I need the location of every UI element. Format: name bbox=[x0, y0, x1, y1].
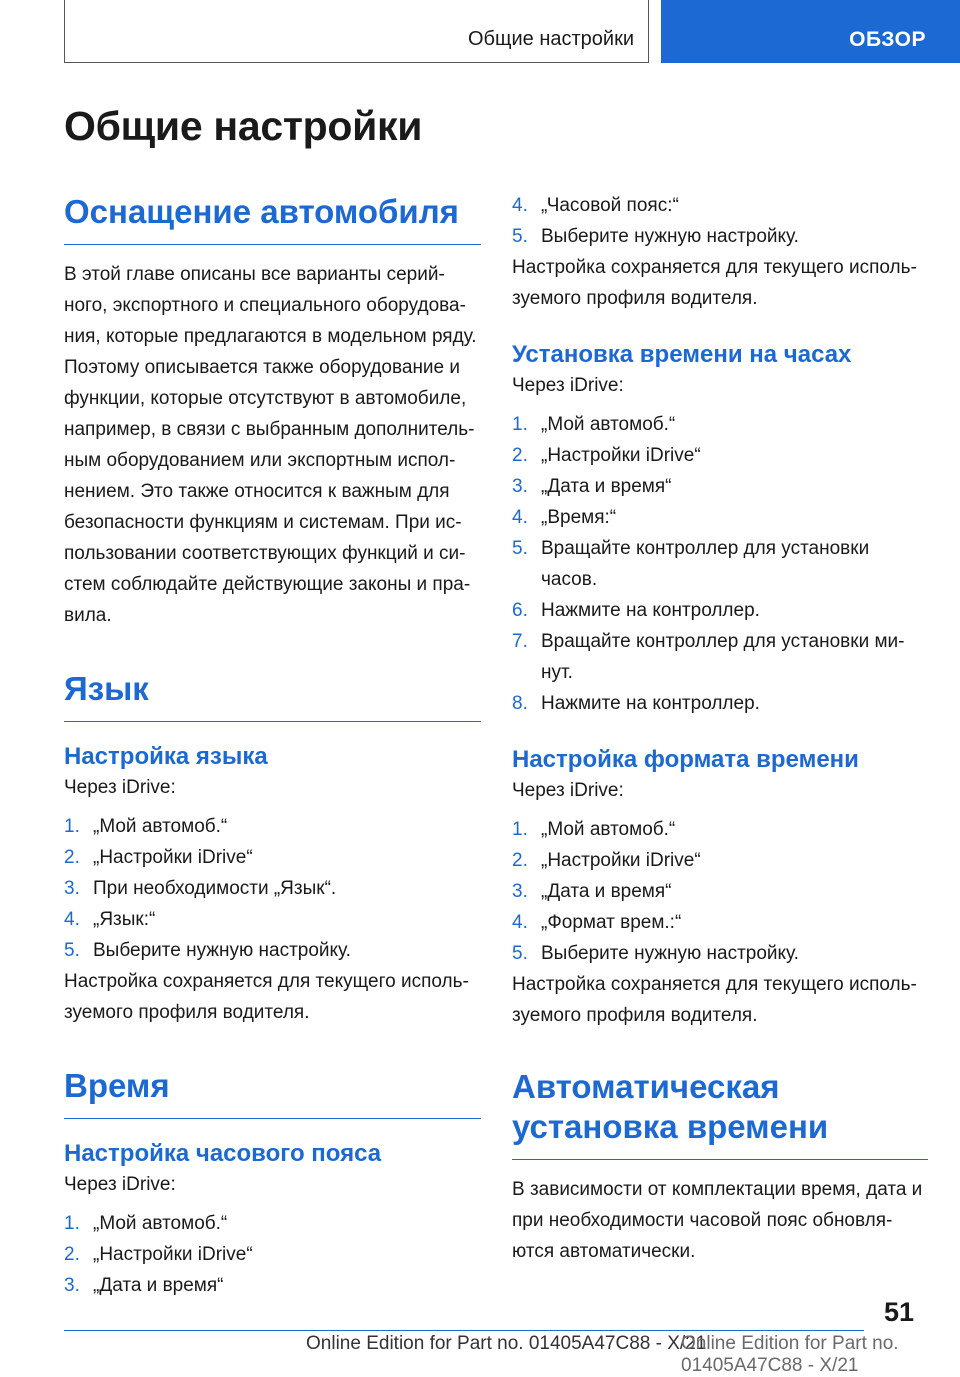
right-column bbox=[512, 190, 928, 1267]
header-section-title: Общие настройки bbox=[468, 28, 634, 50]
list-item: 2. „Настройки iDrive“ bbox=[64, 1244, 253, 1265]
time-format-steps bbox=[512, 814, 928, 969]
list-item: 1. „Мой автомоб.“ bbox=[512, 819, 676, 840]
time-format-via: Через iDrive: bbox=[512, 780, 624, 801]
tab-overview[interactable] bbox=[661, 0, 960, 63]
footer-edition: Online Edition for Part no. 01405A47C88 - X/21 bbox=[306, 1333, 707, 1354]
heading-language: Язык bbox=[64, 669, 481, 722]
timezone-note: Настройка сохраняется для текущего исполь-зуемого профиля водителя. bbox=[512, 257, 917, 309]
auto-time-text: В зависимости от комплектации время, дата и при необходимости часовой пояс обновля-ются автоматически. bbox=[512, 1179, 923, 1262]
list-item: 5. Выберите нужную настройку. bbox=[512, 943, 799, 964]
subheading-timezone: Настройка часового пояса bbox=[64, 1140, 382, 1167]
list-item: 3. При необходимости „Язык“. bbox=[64, 878, 337, 899]
list-item: 8. Нажмите на контроллер. bbox=[512, 693, 760, 714]
list-item: 1. „Мой автомоб.“ bbox=[64, 816, 228, 837]
list-item: 2. „Настройки iDrive“ bbox=[512, 445, 701, 466]
subheading-language-setting: Настройка языка bbox=[64, 743, 268, 770]
header-section-box bbox=[64, 0, 649, 63]
heading-equipment: Оснащение автомобиля bbox=[64, 192, 481, 245]
heading-time: Время bbox=[64, 1066, 481, 1119]
footer-watermark: Online Edition for Part no. 01405A47C88 - X/21 bbox=[681, 1333, 899, 1376]
list-item: 1. „Мой автомоб.“ bbox=[512, 414, 676, 435]
list-item: 4. „Формат врем.:“ bbox=[512, 912, 682, 933]
clock-via: Через iDrive: bbox=[512, 375, 624, 396]
list-item: 6. Нажмите на контроллер. bbox=[512, 600, 760, 621]
equipment-text: В этой главе описаны все варианты серий-ного, экспортного и специального оборудова-ния, которые предлагаются в модельном ряду. Поэтому описывается также оборудование и функции, которые отсутствуют в автомобиле, например, в связи с выбранным дополнитель-ным оборудованием или экспортным испол-нением. Это также относится к важным для безопасности функциям и системам. При ис-пользовании соответствующих функций и си-стем соблюдайте действующие законы и пра-вила. bbox=[64, 264, 477, 626]
page-number: 51 bbox=[884, 1297, 915, 1327]
language-note: Настройка сохраняется для текущего исполь-зуемого профиля водителя. bbox=[64, 971, 469, 1023]
clock-steps bbox=[512, 409, 928, 719]
page-title: Общие настройки bbox=[64, 103, 423, 149]
left-column bbox=[64, 100, 481, 1301]
list-item: 5. Выберите нужную настройку. bbox=[512, 226, 799, 247]
list-item: 3. „Дата и время“ bbox=[512, 881, 672, 902]
language-steps bbox=[64, 811, 481, 966]
timezone-via: Через iDrive: bbox=[64, 1174, 176, 1195]
timezone-steps-part1 bbox=[64, 1208, 481, 1301]
list-item: 7. Вращайте контроллер для установки ми-нут. bbox=[512, 631, 905, 683]
list-item: 4. „Время:“ bbox=[512, 507, 617, 528]
list-item: 1. „Мой автомоб.“ bbox=[64, 1213, 228, 1234]
list-item: 5. Вращайте контроллер для установки часов. bbox=[512, 538, 870, 590]
subheading-clock: Установка времени на часах bbox=[512, 341, 852, 368]
list-item: 2. „Настройки iDrive“ bbox=[64, 847, 253, 868]
list-item: 4. „Язык:“ bbox=[64, 909, 156, 930]
list-item: 2. „Настройки iDrive“ bbox=[512, 850, 701, 871]
timezone-steps-part2 bbox=[512, 190, 928, 252]
footer-divider bbox=[64, 1330, 864, 1331]
tab-overview-label: ОБЗОР bbox=[849, 28, 926, 51]
list-item: 3. „Дата и время“ bbox=[512, 476, 672, 497]
list-item: 4. „Часовой пояс:“ bbox=[512, 195, 679, 216]
list-item: 3. „Дата и время“ bbox=[64, 1275, 224, 1296]
list-item: 5. Выберите нужную настройку. bbox=[64, 940, 351, 961]
time-format-note: Настройка сохраняется для текущего исполь-зуемого профиля водителя. bbox=[512, 974, 917, 1026]
subheading-time-format: Настройка формата времени bbox=[512, 746, 859, 773]
heading-auto-time: Автоматическая установка времени bbox=[512, 1067, 928, 1160]
language-via: Через iDrive: bbox=[64, 777, 176, 798]
